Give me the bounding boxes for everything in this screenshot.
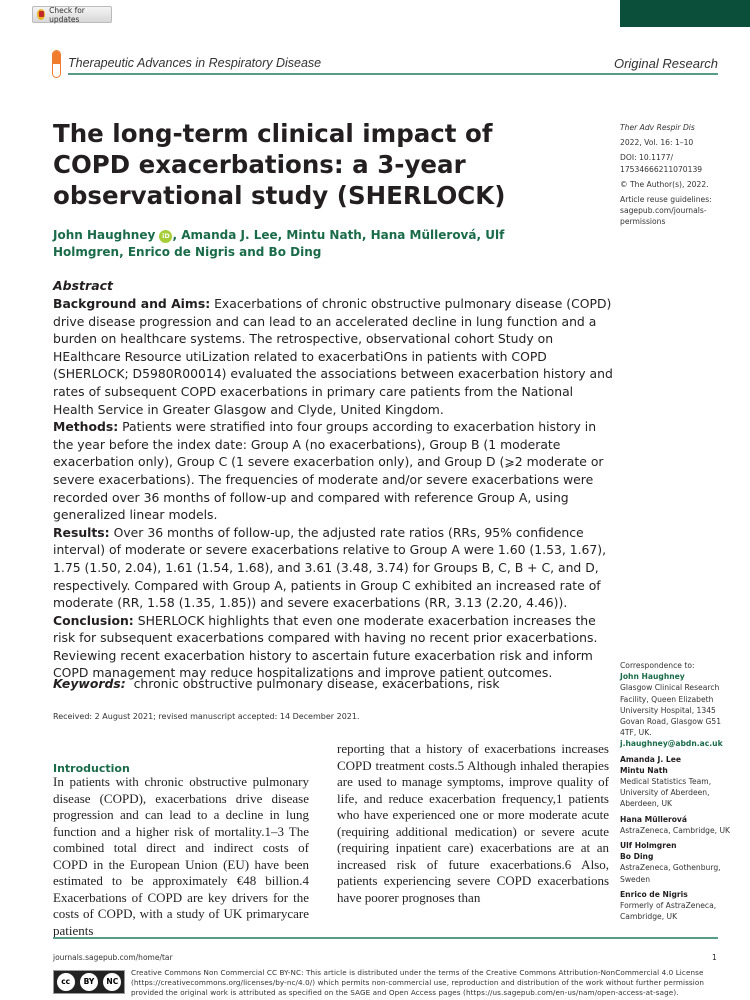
abstract-body bbox=[53, 295, 613, 682]
abstract-results: Results: Over 36 months of follow-up, the adjusted rate ratios (RRs, 95% confidence interval) of moderate or severe exacerbations relative to Group A were 1.60 (1.53, 1.67), 1.75 (1.50, 2.04), 1.61 (1.54, 1.68), and 3.61 (3.48, 3.74) for Groups B, C, B + C, and D, respectively. Compared with Group A, patients in Group C exhibited an increased rate of moderate (RR, 1.58 (1.35, 1.85)) and severe exacerbations (RR, 3.13 (2.20, 4.46)). bbox=[53, 524, 607, 611]
abstract-background: Background and Aims: Exacerbations of chronic obstructive pulmonary disease (COPD) drive disease progression and can lead to an accelerated decline in lung function and a burden on healthcare systems. The retrospective, observational cohort Study on HEalthcare Resource utiLization related to exacerbatiOns in patients with COPD (SHERLOCK; D5980R00014) evaluated the associations between exacerbation history and rates of subsequent COPD exacerbations in primary care patients from the National Health Service in Greater Glasgow and Clyde, United Kingdom. bbox=[53, 296, 613, 417]
orcid-icon[interactable]: iD bbox=[159, 230, 172, 243]
check-for-updates-button[interactable]: Check for updates bbox=[32, 6, 112, 23]
journal-name: Therapeutic Advances in Respiratory Disease bbox=[68, 56, 322, 70]
footer-divider bbox=[53, 937, 718, 939]
introduction-heading: Introduction bbox=[53, 762, 130, 775]
crossmark-icon bbox=[37, 9, 45, 20]
license-text: Creative Commons Non Commercial CC BY-NC: This article is distributed under the terms of the Creative Commons Attribution-NonCommercial 4.0 License (https://creativecommons.org/licenses/by-nc/4.0/) which permits non-commercial use, reproduction and distribution of the work without further permission provided the original work is attributed as specified on the SAGE and Open Access pages (https://us.sagepub.com/en-us/nam/open-access-at-sage). bbox=[131, 968, 705, 998]
intro-column-1: In patients with chronic obstructive pulmonary disease (COPD), exacerbations drive disease progression and can lead to a decline in lung function and a higher risk of mortality.1–3 The combined total direct and indirect costs of COPD in the European Union (EU) have been estimated to be approximately €48 billion.4 Exacerbations of COPD are key drivers for the costs of COPD, with a study of UK primarycare patients bbox=[53, 774, 309, 938]
header-divider bbox=[68, 73, 718, 75]
received-dates: Received: 2 August 2021; revised manuscript accepted: 14 December 2021. bbox=[53, 712, 360, 721]
keywords: Keywords: chronic obstructive pulmonary disease, exacerbations, risk bbox=[53, 676, 500, 691]
doi-link[interactable]: DOI: 10.1177/ 17534666211070139 bbox=[620, 153, 703, 174]
affiliation: Hana Müllerová AstraZeneca, Cambridge, UK bbox=[620, 814, 731, 835]
journal-color-block bbox=[620, 0, 750, 27]
article-metadata: Ther Adv Respir Dis 2022, Vol. 16: 1–10 DOI: 10.1177/ 17534666211070139 © The Author(s), 2022. Article reuse guidelines: sagepub.com/journals-permissions bbox=[620, 122, 730, 232]
page-number: 1 bbox=[712, 953, 717, 962]
affiliation: Amanda J. Lee Mintu Nath Medical Statistics Team, University of Aberdeen, Aberdeen, UK bbox=[620, 754, 712, 809]
journal-url[interactable]: journals.sagepub.com/home/tar bbox=[53, 953, 173, 962]
reuse-link[interactable]: Article reuse guidelines: sagepub.com/journals-permissions bbox=[620, 195, 712, 227]
author-list bbox=[53, 227, 533, 261]
correspondence: Correspondence to: John Haughney Glasgow Clinical Research Facility, Queen Elizabeth University Hospital, 1345 Govan Road, Glasgow G51 4TF, UK. j.haughney@abdn.ac.uk Amanda J. Lee Mintu Nath Medical Statistics Team, University of Aberdeen, Aberdeen, UK Hana Müllerová AstraZeneca, Cambridge, UK Ulf Holmgren Bo Ding AstraZeneca, Gothenburg, Sweden Enrico de Nigris Formerly of AstraZeneca, Cambridge, UK bbox=[620, 661, 731, 922]
affiliation: Ulf Holmgren Bo Ding AstraZeneca, Gothenburg, Sweden bbox=[620, 841, 721, 884]
author-link[interactable]: John Haughney bbox=[53, 228, 156, 242]
journal-pill-icon bbox=[52, 50, 61, 78]
intro-column-2: reporting that a history of exacerbations increases COPD treatment costs.5 Although inhaled therapies are used to manage symptoms, improve quality of life, and reduce exacerbation frequency,1 patients who have experienced one or more moderate acute (requiring additional medication) or severe acute (requiring inpatient care) exacerbations are at an increased risk of future exacerbations.6 Also, patients experiencing severe COPD exacerbations have poorer prognoses than bbox=[337, 741, 609, 905]
affiliation: Enrico de Nigris Formerly of AstraZeneca, Cambridge, UK bbox=[620, 889, 717, 922]
abstract-methods: Methods: Patients were stratified into four groups according to exacerbation history in the year before the index date: Group A (no exacerbations), Group B (1 moderate exacerbation only), Group C (1 severe exacerbation only), and Group D (⩾2 moderate or severe exacerbations). The frequencies of moderate and/or severe exacerbations were recorded over 36 months of follow-up and compared with reference Group A, using generalized linear models. bbox=[53, 419, 604, 523]
email-link[interactable]: j.haughney@abdn.ac.uk bbox=[620, 739, 723, 749]
abstract-conclusion: Conclusion: SHERLOCK highlights that even one moderate exacerbation increases the risk for subsequent exacerbations compared with having no recent prior exacerbations. Reviewing recent exacerbation history to ascertain future exacerbation risk and inform COPD management may reduce hospitalizations and improve patient outcomes. bbox=[53, 612, 598, 681]
co-authors: , Amanda J. Lee, Mintu Nath, Hana Müllerová, Ulf Holmgren, Enrico de Nigris and Bo Ding bbox=[53, 228, 505, 259]
abstract-heading: Abstract bbox=[53, 278, 114, 293]
cc-by-nc-license-icon[interactable]: cc BY NC bbox=[53, 970, 125, 994]
article-title: The long-term clinical impact of COPD exacerbations: a 3-year observational study (SHERLOCK) bbox=[53, 119, 506, 210]
article-type: Original Research bbox=[613, 56, 718, 71]
